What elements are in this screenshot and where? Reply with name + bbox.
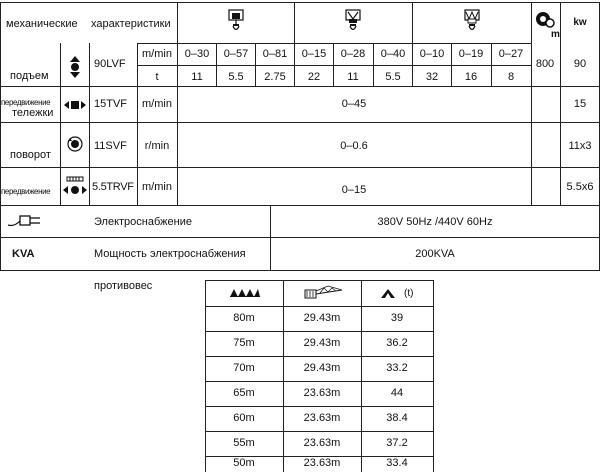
jib-length-cell: 80m xyxy=(233,312,255,324)
trolley-model: 15TVF xyxy=(94,98,128,110)
jib-length-cell: 50m xyxy=(233,457,255,469)
hoist-load: 11 xyxy=(347,71,359,83)
slew-kw: 11x3 xyxy=(568,140,592,152)
hoist-height-unit: m xyxy=(551,29,560,40)
crane-travel-icon xyxy=(63,176,87,198)
header-label-left: механические xyxy=(6,18,78,30)
travel-unit: m/min xyxy=(142,181,172,193)
hoist-label: подъем xyxy=(10,70,49,82)
hoist-load: 11 xyxy=(191,71,203,83)
counter-jib-icon xyxy=(304,285,344,299)
slew-label: поворот xyxy=(10,149,51,161)
counter-jib-cell: 23.63m xyxy=(303,412,341,424)
jib-length-cell: 55m xyxy=(233,437,255,449)
hoist-unit-speed: m/min xyxy=(142,48,172,60)
counterweight-cell: 33.4 xyxy=(386,457,408,469)
counter-jib-cell: 23.63m xyxy=(303,387,341,399)
hoist-load: 5.5 xyxy=(228,71,244,83)
hoist-height-icon xyxy=(535,10,557,30)
travel-speed: 0–15 xyxy=(341,184,367,196)
travel-kw: 5.5x6 xyxy=(566,181,594,193)
counter-jib-cell: 29.43m xyxy=(303,337,341,349)
jib-length-cell: 70m xyxy=(233,362,255,374)
hoist-speed: 0–27 xyxy=(498,48,524,60)
counter-jib-cell: 29.43m xyxy=(303,362,341,374)
counter-jib-cell: 23.63m xyxy=(303,437,341,449)
slew-speed: 0–0.6 xyxy=(340,140,368,152)
counterweight-cell: 37.2 xyxy=(386,437,408,449)
hook-double-reeving-icon xyxy=(343,9,363,37)
hoist-speed: 0–40 xyxy=(380,48,406,60)
counterweight-cell: 38.4 xyxy=(386,412,408,424)
hoist-load: 16 xyxy=(464,71,478,83)
counterweight-mass-icon xyxy=(381,289,395,298)
hoist-load: 22 xyxy=(307,71,321,83)
jib-length-cell: 75m xyxy=(233,337,255,349)
jib-length-cell: 60m xyxy=(233,412,255,424)
trolley-unit: m/min xyxy=(142,98,172,110)
hoist-model: 90LVF xyxy=(94,58,126,70)
kva-label: Мощность электроснабжения xyxy=(94,248,246,260)
slew-unit: r/min xyxy=(144,140,170,152)
hoist-speed: 0–57 xyxy=(223,48,249,60)
counterweight-cell: 39 xyxy=(390,312,404,324)
hoist-height-value: 800 xyxy=(535,58,555,70)
trolley-speed: 0–45 xyxy=(341,98,367,110)
counter-jib-cell: 29.43m xyxy=(303,312,341,324)
travel-model: 5.5TRVF xyxy=(92,181,134,193)
kva-symbol: KVA xyxy=(12,248,35,260)
trolley-left-right-icon xyxy=(64,99,86,111)
power-supply-label: Электроснабжение xyxy=(94,216,192,228)
jib-length-icon xyxy=(230,289,260,297)
counterweight-cell: 33.2 xyxy=(386,362,408,374)
kva-value: 200KVA xyxy=(415,248,455,260)
counterweight-cell: 36.2 xyxy=(386,337,408,349)
travel-label: передвижение xyxy=(1,187,51,196)
trolley-label-bottom: тележки xyxy=(12,107,54,119)
header-label-right: характеристики xyxy=(91,18,171,30)
hoist-up-down-icon xyxy=(68,56,82,78)
hoist-load: 2.75 xyxy=(264,71,286,83)
hook-single-reeving-icon xyxy=(226,9,246,37)
trolley-label-top: передвижение xyxy=(1,98,51,107)
hoist-speed: 0–19 xyxy=(458,48,484,60)
hoist-unit-load: t xyxy=(155,71,159,83)
power-supply-value: 380V 50Hz /440V 60Hz xyxy=(377,216,493,228)
hoist-kw: 90 xyxy=(573,58,587,70)
counter-jib-cell: 23.63m xyxy=(303,457,341,469)
hook-quad-reeving-icon xyxy=(462,9,482,37)
hoist-speed: 0–15 xyxy=(301,48,327,60)
power-plug-icon xyxy=(6,211,46,229)
hoist-load: 32 xyxy=(425,71,439,83)
hoist-speed: 0–28 xyxy=(340,48,366,60)
counterweight-label: противовес xyxy=(94,280,153,292)
slew-rotation-icon xyxy=(67,136,83,152)
slew-model: 11SVF xyxy=(94,140,127,152)
hoist-speed: 0–30 xyxy=(184,48,210,60)
counterweight-unit: (t) xyxy=(404,288,414,299)
hoist-load: 8 xyxy=(507,71,515,83)
hoist-speed: 0–81 xyxy=(262,48,288,60)
kw-header: kw xyxy=(573,17,587,28)
jib-length-cell: 65m xyxy=(233,387,255,399)
hoist-load: 5.5 xyxy=(385,71,401,83)
counterweight-cell: 44 xyxy=(390,387,404,399)
hoist-speed: 0–10 xyxy=(419,48,445,60)
trolley-kw: 15 xyxy=(573,98,587,110)
